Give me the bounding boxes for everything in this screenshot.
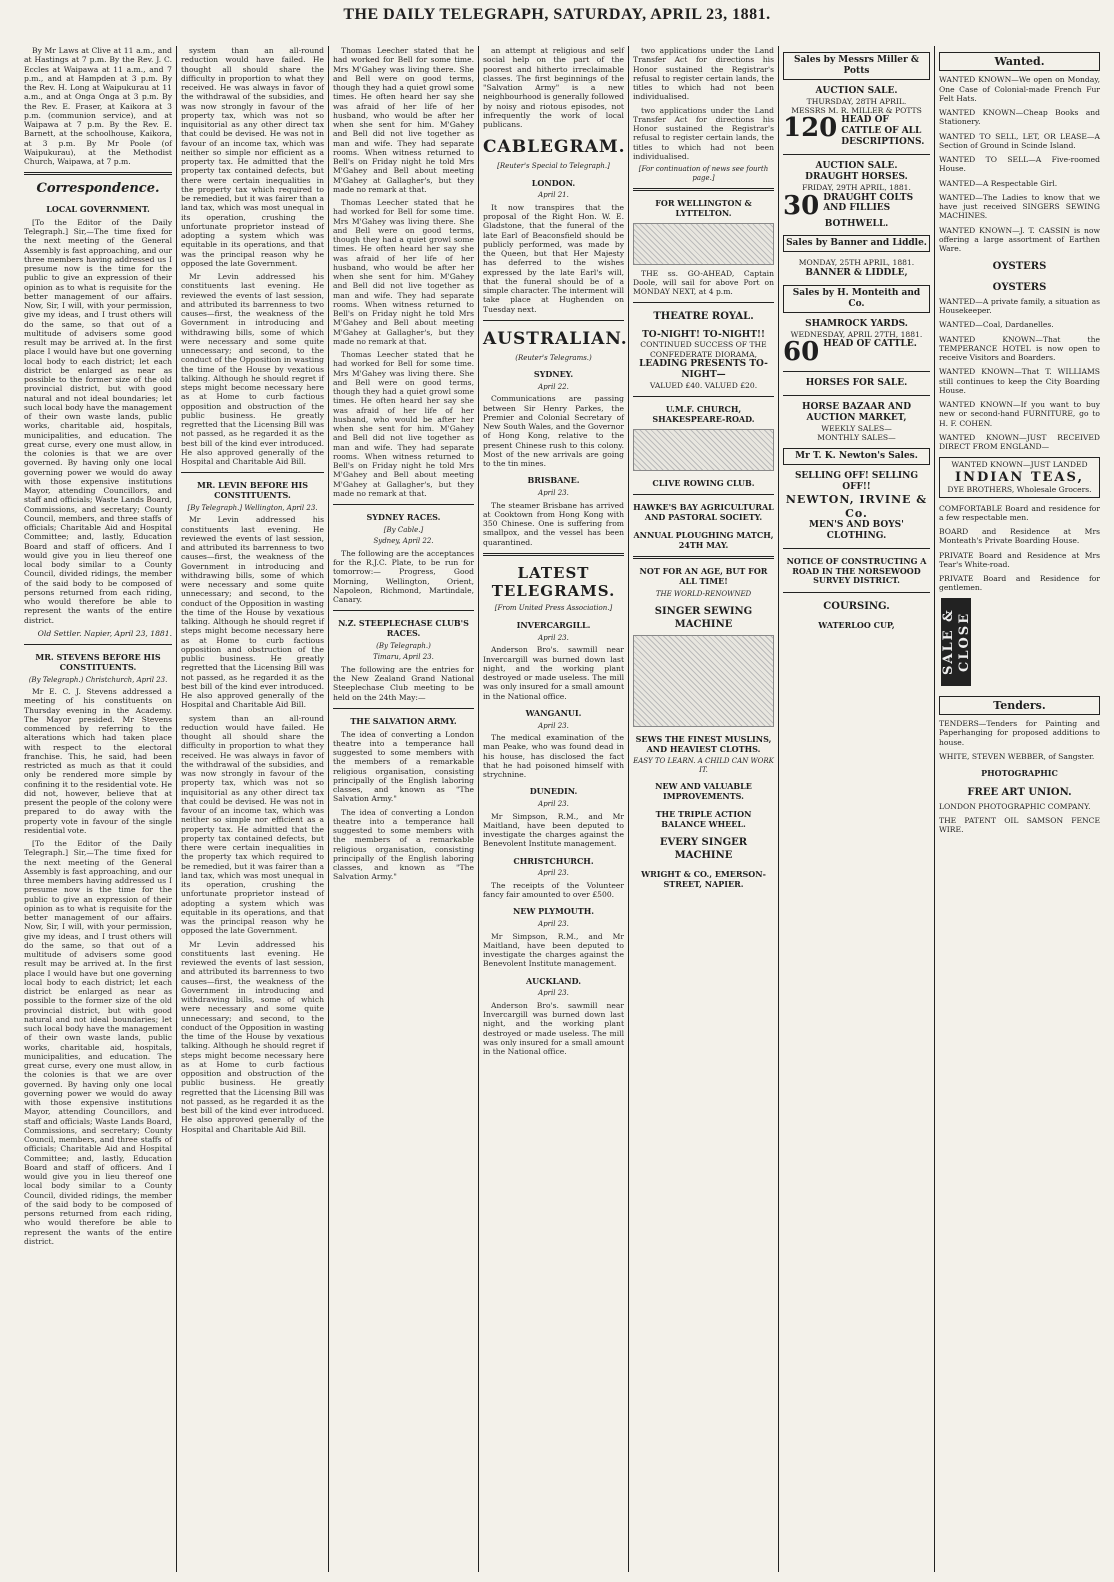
wanganui-article: The medical examination of the man Peake, who was found dead in his house, has disclosed the fact that he had poisoned himself with strychnine. (483, 733, 624, 780)
wanganui-heading: WANGANUI. (525, 707, 582, 718)
auckland-date: April 23. (538, 989, 569, 998)
singer-tagline: NOT FOR AN AGE, BUT FOR ALL TIME! (639, 566, 768, 587)
banner-liddle-ad (783, 258, 930, 278)
wanted-11: WANTED—Coal, Dardanelles. (939, 320, 1054, 330)
auction-ad-1 (783, 86, 930, 148)
levin-article-cont-2: Mr Levin addressed his constituents last evening. He reviewed the events of last session, and attributed its barrenness to two causes—first, the weakness of the Government in introducing and withdrawing bills, some of which were necessary and some quite unnecessary; and second, to the conduct of the Opposition in wasting the time of the House by vexatious talking. Although he should regret if steps might become necessary here as at Home to curb factious opposition and obstruction of the public business. He greatly regretted that the Licensing Bill was not passed, as he regarded it as the best bill of the kind ever introduced. He also approved generally of the Hospital and Charitable Aid Bill. (181, 939, 324, 1134)
weekly-sales: WEEKLY SALES— (821, 423, 892, 433)
indian-teas: INDIAN TEAS, (955, 469, 1084, 485)
invercargill-date: April 23. (538, 633, 569, 642)
levin-article: Mr Levin addressed his constituents last evening. He reviewed the events of last session, and attributed its barrenness to two causes—first, the weakness of the Government in introducing and withdrawing bills, some of which were necessary and some quite unnecessary; and second, to the conduct of the Opposition in wasting the time of the House by vexatious talking. Although he should regret if steps might become necessary here as at Home to curb factious opposition and obstruction of the public business. He greatly regretted that the Licensing Bill was not passed, as he regarded it as the best bill of the kind ever introduced. He also approved generally of the Hospital and Charitable Aid Bill. (181, 515, 324, 710)
inquest-article-cont: Thomas Leecher stated that he had worked for Bell for some time. Mrs M'Gahey was living there. She and Bell were on good terms, though they had a quiet growl some times. He often heard her say she was afraid of her life of her husband, who would be after her when she sent for him. M'Gahey and Bell did not live together as man and wife. They had separate rooms. When witness returned to Bell's on Friday night he told Mrs M'Gahey and Bell about meeting M'Gahey at Gallagher's, but they made no remark at that. (333, 198, 474, 346)
wanted-heading: Wanted. (939, 52, 1100, 71)
indian-teas-ad (939, 457, 1100, 497)
singer-world-renowned: THE WORLD-RENOWNED (655, 589, 752, 598)
tender-1: TENDERS—Tenders for Painting and Paperhanging for proposed additions to house. (939, 719, 1100, 747)
sydney-races-note: [By Cable.] (383, 525, 424, 534)
wanted-15: WANTED KNOWN—JUST RECEIVED DIRECT FROM ENGLAND— (939, 432, 1100, 452)
theatre-values: VALUED £40. VALUED £20. (649, 380, 758, 390)
divider (181, 472, 324, 473)
divider (333, 708, 474, 709)
latest-telegrams-heading: LATEST TELEGRAMS. (491, 563, 616, 601)
court-article-cont: two applications under the Land Transfer Act for directions his Honor sustained the Registrar's refusal to register certain lands, the titles to which had not been individualised. (633, 105, 774, 161)
cablegram-heading: CABLEGRAM. (483, 137, 626, 158)
divider (633, 302, 774, 303)
divider (483, 553, 624, 556)
london-date: April 21. (538, 191, 569, 200)
divider (333, 610, 474, 611)
rowing-club-heading: CLIVE ROWING CLUB. (652, 477, 755, 488)
wanted-5: WANTED—A Respectable Girl. (939, 178, 1058, 188)
wanted-20: PRIVATE Board and Residence for gentlemen. (939, 574, 1100, 593)
wanted-17: COMFORTABLE Board and residence for a few respectable men. (939, 503, 1100, 522)
banner-liddle-name: BANNER & LIDDLE, (805, 267, 908, 278)
column-6 (778, 46, 934, 1572)
just-landed: WANTED KNOWN—JUST LANDED (951, 460, 1088, 470)
wanted-7: WANTED KNOWN—J. T. CASSIN is now offering a large assortment of Earthen Ware. (939, 225, 1100, 254)
wanted-3: WANTED TO SELL, LET, OR LEASE—A Section of Ground in Scinde Island. (939, 131, 1100, 150)
free-art-union: FREE ART UNION. (967, 786, 1072, 798)
singer-feature-1: SEWS THE FINEST MUSLINS, AND HEAVIEST CLOTHS. (635, 733, 772, 754)
singer-heading: SINGER SEWING MACHINE (654, 606, 753, 630)
church-ad-heading: U.M.F. CHURCH, SHAKESPEARE-ROAD. (652, 404, 755, 424)
london-article: It now transpires that the proposal of the Right Hon. W. E. Gladstone, that the funeral of the late Earl of Beaconsfield should be publicly performed, was made by the Queen, but that Her Majesty has deferred to the wishes expressed by the late Earl's will, that the funeral should be of a simple character. The interment will take place at Hughenden on Tuesday next. (483, 202, 624, 314)
steeplechase-article: The following are the entries for the New Zealand Grand National Steeplechase Club meeting to be held on the 24th May:— (333, 664, 474, 702)
auction2-lot (783, 193, 930, 219)
salvation-army-article: The idea of converting a London theatre into a temperance hall suggested to some members with the members of a remarkable religious organisation, consisting principally of the English laboring classes, and known as "The Salvation Army." (333, 729, 474, 804)
dunedin-heading: DUNEDIN. (529, 786, 578, 797)
australian-note: (Reuter's Telegrams.) (515, 353, 592, 362)
auction-ad-2 (783, 161, 930, 229)
levin-byline: [By Telegraph.] Wellington, April 23. (187, 503, 318, 512)
christchurch-heading: CHRISTCHURCH. (513, 855, 594, 866)
steeplechase-byline: Timaru, April 23. (373, 653, 434, 662)
article-continuation-2: Mr Levin addressed his constituents last evening. He reviewed the events of last session, and attributed its barrenness to two causes—first, the weakness of the Government in introducing and withdrawing bills, some of which were necessary and some quite unnecessary; and second, to the conduct of the Opposition in wasting the time of the House by vexatious talking. Although he should regret if steps might become necessary here as at Home to curb factious opposition and obstruction of the public business. He greatly regretted that the Licensing Bill was not passed, as he regarded it as the best bill of the kind ever introduced. He also approved generally of the Hospital and Charitable Aid Bill. (181, 272, 324, 466)
letter-signature: Old Settler. Napier, April 23, 1881. (37, 628, 172, 638)
steeplechase-heading: N.Z. STEEPLECHASE CLUB'S RACES. (338, 618, 469, 639)
dye-brothers: DYE BROTHERS, Wholesale Grocers. (947, 485, 1092, 495)
auction2-date: FRIDAY, 29TH APRIL, 1881. (802, 183, 911, 193)
levin-heading: MR. LEVIN BEFORE HIS CONSTITUENTS. (197, 480, 308, 500)
church-services: By Mr Laws at Clive at 11 a.m., and at Hastings at 7 p.m. By the Rev. J. C. Eccles at Waipawa at 11 a.m., and 7 p.m., and at Hampden at 3 p.m. By the Rev. H. Long at Waipukurau at 11 a.m., and at Onga Onga at 3 p.m. By the Rev. E. Fraser, at Kaikora at 3 p.m. (communion service), and at Waipawa at 7 p.m. By the Rev. E. Barnett, at the schoolhouse, Kaikora, at 3 p.m. By Mr Poole (of Waipukurau), at the Methodist Church, Waipawa, at 7 p.m. (24, 46, 172, 166)
newton-irvine: NEWTON, IRVINE & Co. (785, 493, 928, 520)
inquest-article: Thomas Leecher stated that he had worked for Bell for some time. Mrs M'Gahey was living there. She and Bell were on good terms, though they had a quiet growl some times. He often heard her say she was afraid of her life of her husband, who would be after her when she sent for him. M'Gahey and Bell did not live together as man and wife. They had separate rooms. When witness returned to Bell's on Friday night he told Mrs M'Gahey and Bell about meeting M'Gahey at Gallagher's, but they made no remark at that. (333, 46, 474, 194)
newton-heading: Mr T. K. Newton's Sales. (783, 448, 930, 465)
column-3 (328, 46, 478, 1572)
wanganui-date: April 23. (538, 721, 569, 730)
columns (20, 46, 1100, 1572)
auction-lot (783, 115, 930, 148)
divider (783, 154, 930, 155)
photographic-company: LONDON PHOTOGRAPHIC COMPANY. (939, 801, 1091, 811)
singer-feature-3: NEW AND VALUABLE IMPROVEMENTS. (655, 781, 752, 802)
tenders-heading: Tenders. (939, 696, 1100, 715)
brisbane-date: April 23. (538, 489, 569, 498)
divider (633, 556, 774, 559)
stevens-article-cont: [To the Editor of the Daily Telegraph.] Sir,—The time fixed for the next meeting of the General Assembly is fast approaching, and our three members having addressed us I presume now is the time for the public to give an expression of their opinion as to what is requisite for the better management of our affairs. Now, Sir, I will, with your permission, give my ideas, and I trust others will do the same, so that out of a multitude of advisers some good result may be arrived at. In the first place I would have but one governing local body to each district; let each district be enlarged as near as possible to the former size of the old provincial district, but with good natural and not ideal boundaries; let such local body have the management of their own waste lands, public works, charitable aid, hospitals, municipalities, and education. The great curse, every one must allow, in the colonies is that we are over governed. By having only one local governing power we would do away with those expensive institutions Mayor, attending Councillors, and staff and officials; Waste Lands Board, Commissions, and secretary; County Council, members, and three staffs of officials; Charitable Aid and Hospital Committee; and, lastly, Education Board and staff of officers. And I would give you in lieu thereof one local body similar to a County Council, divided ridings, the member of the said body to be composed of persons returned from each riding, who would therefore be able to represent the wants of the entire district. (24, 839, 172, 1246)
photographic-heading: PHOTOGRAPHIC (981, 768, 1058, 779)
singer-feature-2: EASY TO LEARN. A CHILD CAN WORK IT. (633, 757, 774, 774)
ploughing-match-heading: ANNUAL PLOUGHING MATCH, 24TH MAY. (633, 529, 774, 550)
masthead-title: THE DAILY TELEGRAPH, SATURDAY, APRIL 23, 1881. (343, 6, 771, 23)
stallion-name: BOTHWELL. (824, 218, 889, 229)
steamship-illustration (633, 223, 774, 265)
column-1 (20, 46, 176, 1572)
divider (783, 548, 930, 549)
salvation-army-cont: The idea of converting a London theatre into a temperance hall suggested to some members with the members of a remarkable religious organisation, consisting principally of the English laboring classes, and known as "The Salvation Army." (333, 807, 474, 882)
miller-potts-heading: Sales by Messrs Miller & Potts (783, 52, 930, 80)
sydney-races-list: The following are the acceptances for the R.J.C. Plate, to be run for tomorrow:— Progress, Good Morning, Wellington, Orient, Napoleon, Richmond, Martindale, Canary. (333, 548, 474, 605)
divider (783, 395, 930, 396)
theatre-ad-heading: THEATRE ROYAL. (653, 311, 754, 323)
wanted-1: WANTED KNOWN—We open on Monday, One Case of Colonial-made French Fur Felt Hats. (939, 75, 1100, 103)
sydney-races-heading: SYDNEY RACES. (366, 512, 441, 522)
christchurch-date: April 23. (538, 869, 569, 878)
tender-2: WHITE, STEVEN WEBBER, of Sangster. (939, 751, 1095, 761)
wanted-6: WANTED—The Ladies to know that we have just received SINGERS SEWING MACHINES. (939, 192, 1100, 221)
oysters-1: OYSTERS (992, 261, 1047, 273)
divider (633, 494, 774, 495)
wanted-18: BOARD and Residence at Mrs Monteath's Private Boarding House. (939, 527, 1100, 546)
horses-for-sale: HORSES FOR SALE. (805, 377, 908, 388)
theatre-tonight: TO-NIGHT! TO-NIGHT!! (642, 329, 765, 340)
invercargill-article: Anderson Bro's. sawmill near Invercargill was burned down last night, and the working plant destroyed or made useless. The mill was only insured for a small amount in the National office. (483, 645, 624, 701)
column-5 (628, 46, 778, 1572)
agricultural-society-heading: HAWKE'S BAY AGRICULTURAL AND PASTORAL SOCIETY. (633, 502, 774, 523)
brisbane-heading: BRISBANE. (527, 475, 580, 486)
column-2 (176, 46, 328, 1572)
stevens-heading: MR. STEVENS BEFORE HIS CONSTITUENTS. (35, 652, 161, 672)
auction2-subject: DRAUGHT HORSES. (805, 172, 908, 183)
levin-article-cont: system than an all-round reduction would have failed. He thought all should share the difficulty in proportion to what they received. He was always in favor of the withdrawal of the subsidies, and was now strongly in favour of the property tax, which was not so inquisitorial as any other direct tax that could be devised. He was not in favour of an income tax, which was neither so simple nor efficient as a property tax. He admitted that the property tax contained defects, but there were certain inequalities in the property tax which required to be remedied, but it was fairer than a land tax, which was most unequal in its operation, crushing the unfortunate proprietor instead of adopting a system which was equitable in its operations, and that was the principal reason why he opposed the late Government. (181, 713, 324, 936)
wanted-10: WANTED—A private family, a situation as Housekeeper. (939, 296, 1100, 316)
waterloo-cup: WATERLOO CUP, (818, 620, 895, 631)
singer-agent: WRIGHT & CO., EMERSON-STREET, NAPIER. (641, 868, 766, 889)
auction-date: THURSDAY, 28TH APRIL. (806, 96, 907, 106)
local-government-letter: [To the Editor of the Daily Telegraph.] Sir,—The time fixed for the next meeting of the General Assembly is fast approaching, and our three members having addressed us I presume now is the time for the public to give an expression of their opinion as to what is requisite for the better management of our affairs. Now, Sir, I will, with your permission, give my ideas, and I trust others will do the same, so that out of a multitude of advisers some good result may be arrived at. In the first place I would have but one governing local body to each district; let each district be enlarged as near as possible to the former size of the old provincial district, but with good natural and not ideal boundaries; let such local body have the management of their own waste lands, public works, charitable aid, hospitals, municipalities, and education. The great curse, every one must allow, in the colonies is that we are over governed. By having only one local governing power we would do away with those expensive institutions Mayor, attending Councillors, and staff and officials; Waste Lands Board, Commissions, and secretary; County Council, members, and three staffs of officials; Charitable Aid and Hospital Committee; and, lastly, Education Board and staff of officers. And I would give you in lieu thereof one local body similar to a County Council, divided ridings, the member of the said body to be composed of persons returned from each riding, who would therefore be able to represent the wants of the entire district. (24, 217, 172, 625)
horse-bazaar: HORSE BAZAAR AND AUCTION MARKET, (801, 401, 912, 423)
sewing-machine-illustration (633, 635, 774, 727)
court-article: two applications under the Land Transfer Act for directions his Honor sustained the Registrar's refusal to register certain lands, the titles to which had not been individualised. (633, 46, 774, 102)
theatre-diorama: CONTINUED SUCCESS OF THE CONFEDERATE DIORAMA, (640, 340, 767, 359)
theatre-ad (633, 330, 774, 391)
shipping-ad: THE ss. GO-AHEAD, Captain Doole, will sail for above Port on MONDAY NEXT, at 4 p.m. (633, 268, 774, 297)
coursing-heading: COURSING. (823, 601, 890, 613)
fence-wire: THE PATENT OIL SAMSON FENCE WIRE. (939, 816, 1100, 835)
clothing: MEN'S AND BOYS' CLOTHING. (809, 519, 904, 541)
sale-banner-block (939, 598, 1100, 690)
auckland-heading: AUCKLAND. (525, 975, 582, 986)
australian-heading: AUSTRALIAN. (483, 328, 628, 349)
cattle-count: 120 (783, 115, 838, 144)
shamrock-count: 60 (783, 338, 820, 365)
invercargill-heading: INVERCARGILL. (516, 620, 591, 630)
sydney-heading: SYDNEY. (533, 369, 574, 380)
banner-liddle-date: MONDAY, 25TH APRIL, 1881. (798, 258, 915, 268)
inquest-article-cont-2: Thomas Leecher stated that he had worked for Bell for some time. Mrs M'Gahey was living there. She and Bell were on good terms, though they had a quiet growl some times. He often heard her say she was afraid of her life of her husband, who would be after her when she sent for him. M'Gahey and Bell did not live together as man and wife. They had separate rooms. When witness returned to Bell's on Friday night he told Mrs M'Gahey and Bell about meeting M'Gahey at Gallagher's, but they made no remark at that. (333, 350, 474, 498)
wanted-19: PRIVATE Board and Residence at Mrs Tear's White-road. (939, 550, 1100, 569)
auction-title: AUCTION SALE. (815, 85, 898, 96)
colts-desc: DRAUGHT COLTS AND FILLIES (823, 192, 914, 214)
salvation-army-cont-2: an attempt at religious and self social help on the part of the poorest and hitherto irreclaimable classes. The first beginnings of the "Salvation Army" is a new neighbourhood is generally followed by noisy and riotous episodes, not infrequently the work of local publicans. (483, 46, 624, 129)
banner-liddle-heading: Sales by Banner and Liddle. (783, 235, 930, 252)
local-government-heading: LOCAL GOVERNMENT. (46, 204, 150, 215)
monthly-sales: MONTHLY SALES— (817, 432, 896, 442)
shamrock-date: WEDNESDAY, APRIL 27TH, 1881. (790, 329, 923, 339)
divider (633, 396, 774, 397)
auction-auctioneers: MESSRS M. R. MILLER & POTTS (791, 106, 922, 116)
oysters-2: OYSTERS (992, 281, 1047, 293)
wanted-14: WANTED KNOWN—If you want to buy new or second-hand FURNITURE, go to H. F. COHEN. (939, 400, 1100, 428)
divider (333, 504, 474, 505)
divider (783, 592, 930, 593)
singer-feature-4: THE TRIPLE ACTION BALANCE WHEEL. (655, 808, 752, 829)
continuation-note: [For continuation of news see fourth page.] (638, 165, 769, 182)
wanted-4: WANTED TO SELL—A Five-roomed House. (939, 155, 1100, 174)
christchurch-article: The receipts of the Volunteer fancy fair amounted to over £500. (483, 880, 624, 900)
divider (633, 188, 774, 191)
masthead (0, 6, 1114, 38)
dunedin-article: Mr Simpson, R.M., and Mr Maitland, have been deputed to investigate the charges against the Benevolent Institute management. (483, 811, 624, 849)
wanted-2: WANTED KNOWN—Cheap Books and Stationery. (939, 108, 1100, 127)
monteith-ad (783, 319, 930, 443)
article-continuation: system than an all-round reduction would have failed. He thought all should share the difficulty in proportion to what they received. He was always in favor of the withdrawal of the subsidies, and was now strongly in favour of the property tax, which was not so inquisitorial as any other direct tax that could be devised. He was not in favour of an income tax, which was neither so simple nor efficient as a property tax. He admitted that the property tax contained defects, but there were certain inequalities in the property tax which required to be remedied, but it was fairer than a land tax, which was most unequal in its operation, crushing the unfortunate proprietor instead of adopting a system which was equitable in its operations, and that was the principal reason why he opposed the late Government. (181, 46, 324, 268)
column-7 (934, 46, 1104, 1572)
divider (483, 320, 624, 321)
shamrock-lot (783, 339, 930, 365)
stevens-article: Mr E. C. J. Stevens addressed a meeting of his constituents on Thursday evening in the Academy. The Mayor presided. Mr Stevens commenced by referring to the alterations which had taken place with respect to the electoral franchise. This, he said, had been restricted as much as that it could only be rendered more simple by confining it to the residential vote. He did not, however, believe that at present the people of the colony were prepared to do away with the property vote in favour of the single residential vote. (24, 687, 172, 835)
sale-banner: SALE & CLOSE (941, 598, 971, 686)
monteith-heading: Sales by H. Monteith and Co. (783, 285, 930, 313)
dunedin-date: April 23. (538, 800, 569, 809)
sydney-article: Communications are passing between Sir Henry Parkes, the Premier and Colonial Secretary of New South Wales, and the Governor of Hong Kong, relative to the present Chinese rush to this colony. Most of the new arrivals are going to the tin mines. (483, 394, 624, 469)
wanted-13: WANTED KNOWN—That T. WILLIAMS still continues to keep the City Boarding House. (939, 367, 1100, 395)
selling-off: SELLING OFF! SELLING OFF!! (794, 471, 919, 493)
new-plymouth-heading: NEW PLYMOUTH. (512, 906, 595, 917)
road-notice-heading: NOTICE OF CONSTRUCTING A ROAD IN THE NORSEWOOD SURVEY DISTRICT. (786, 555, 927, 586)
salvation-army-heading: THE SALVATION ARMY. (350, 715, 457, 726)
stevens-byline: (By Telegraph.) Christchurch, April 23. (28, 675, 168, 684)
brisbane-article: The steamer Brisbane has arrived at Cooktown from Hong Kong with 350 Chinese. One is suffering from smallpox, and the vessel has been quarantined. (483, 500, 624, 547)
colts-count: 30 (783, 192, 820, 219)
singer-every-machine: EVERY SINGER MACHINE (659, 837, 748, 861)
shamrock-desc: HEAD OF CATTLE. (823, 338, 917, 349)
rowing-illustration (633, 429, 774, 471)
sydney-races-byline: Sydney, April 22. (373, 537, 434, 546)
divider (783, 371, 930, 372)
theatre-presents: LEADING PRESENTS TO-NIGHT— (639, 358, 768, 380)
steeplechase-note: (By Telegraph.) (376, 641, 431, 650)
new-plymouth-article: Mr Simpson, R.M., and Mr Maitland, have been deputed to investigate the charges against the Benevolent Institute management. (483, 931, 624, 969)
shipping-ad-heading: FOR WELLINGTON & LYTTELTON. (655, 198, 752, 218)
new-plymouth-date: April 23. (538, 920, 569, 929)
wanted-12: WANTED KNOWN—That the TEMPERANCE HOTEL is now open to receive Visitors and Boarders. (939, 334, 1100, 363)
london-heading: LONDON. (531, 177, 576, 188)
auckland-article: Anderson Bro's. sawmill near Invercargill was burned down last night, and the working plant destroyed or made useless. The mill was only insured for a small amount in the National office. (483, 1000, 624, 1057)
column-4 (478, 46, 628, 1572)
auction2-title: AUCTION SALE. (815, 161, 898, 172)
cattle-desc: HEAD OF CATTLE OF ALL DESCRIPTIONS. (841, 115, 925, 148)
shamrock-yards: SHAMROCK YARDS. (805, 318, 908, 329)
section-correspondence: Correspondence. (36, 181, 160, 197)
cablegram-note: [Reuter's Special to Telegraph.] (497, 161, 610, 170)
divider (24, 644, 172, 645)
sydney-date: April 22. (538, 382, 569, 391)
latest-telegrams-note: [From United Press Association.] (494, 604, 613, 613)
divider (24, 172, 172, 175)
newton-ad (783, 471, 930, 542)
